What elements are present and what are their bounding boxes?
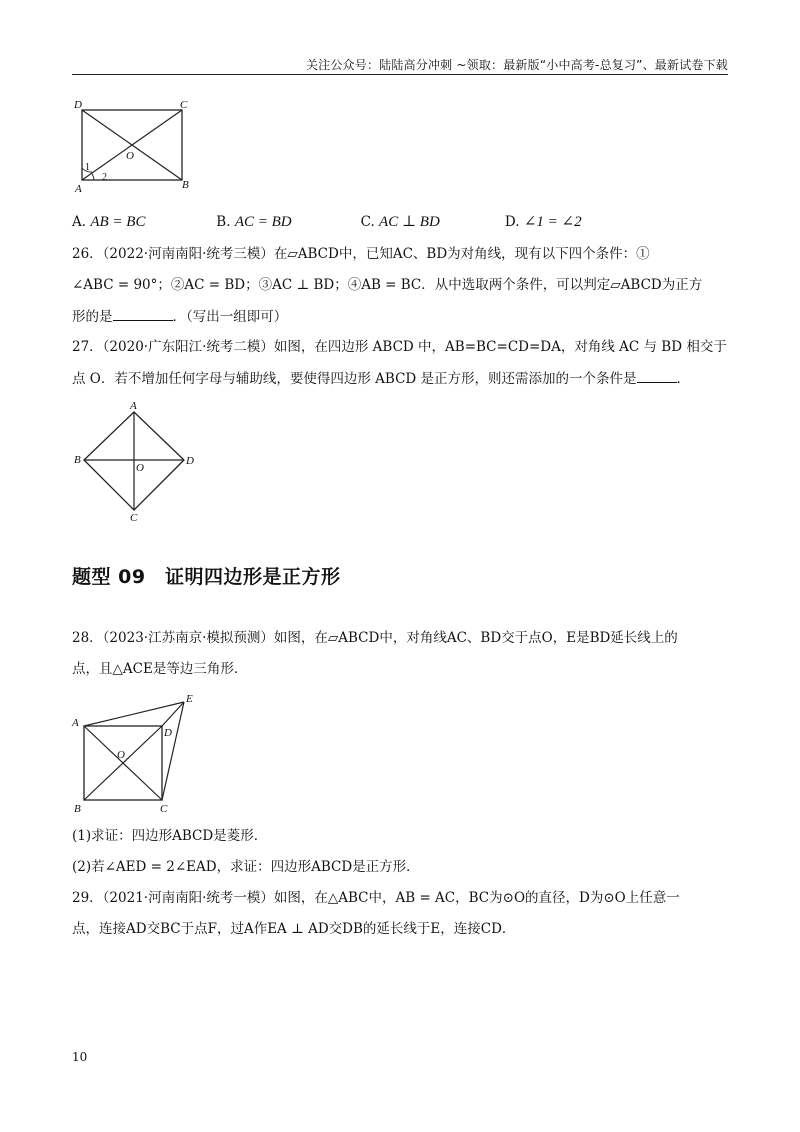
label-C: C xyxy=(160,803,168,815)
q25-options xyxy=(72,212,582,232)
label-A: A xyxy=(72,717,79,729)
q27-line2 xyxy=(72,368,690,389)
q27-line2-start: 点 O．若不增加任何字母与辅助线，要使得四边形 ABCD 是正方形，则还需添加的一个条件是 xyxy=(72,371,637,387)
figure-rectangle xyxy=(72,100,202,195)
header-text: 关注公众号：陆陆高分冲刺 ~领取：最新版“小中高考-总复习”、最新试卷下载 xyxy=(305,58,728,72)
option-a-text: AB = BC xyxy=(90,214,146,230)
q29-line2: 点，连接AD交BC于点F，过A作EA ⊥ AD交DB的延长线于E，连接CD． xyxy=(72,921,516,937)
option-d-text: ∠1 = ∠2 xyxy=(523,214,582,230)
label-A: A xyxy=(75,183,82,195)
option-c xyxy=(361,212,501,232)
q26-line2: ∠ABC = 90°；②AC = BD；③AC ⊥ BD；④AB = BC．从中选取两个条件，可以判定▱ABCD为正方 xyxy=(72,277,703,293)
q28-line1: 28．（2023·江苏南京·模拟预测）如图，在▱ABCD中，对角线AC、BD交于点O，E是BD延长线上的 xyxy=(72,630,678,646)
label-B: B xyxy=(74,803,81,815)
label-O: O xyxy=(136,462,144,474)
label-D: D xyxy=(164,727,172,739)
label-C: C xyxy=(130,512,138,524)
option-b-text: AC = BD xyxy=(234,214,292,230)
label-O: O xyxy=(117,749,125,761)
q28-sub2: (2)若∠AED = 2∠EAD，求证：四边形ABCD是正方形． xyxy=(72,859,420,875)
q26-line3-end: ．（写出一组即可） xyxy=(172,309,288,325)
page-number: 10 xyxy=(72,1050,88,1064)
q27-line1: 27．（2020·广东阳江·统考二模）如图，在四边形 ABCD 中，AB=BC=CD=DA，对角线 AC 与 BD 相交于 xyxy=(72,339,727,355)
q27-answer-blank[interactable] xyxy=(637,368,677,383)
figure-square-triangle xyxy=(72,690,212,820)
option-c-text: AC ⊥ BD xyxy=(379,214,440,230)
option-a xyxy=(72,212,212,232)
q28-line2: 点，且△ACE是等边三角形． xyxy=(72,661,248,677)
q29-line1: 29．（2021·河南南阳·统考一模）如图，在△ABC中，AB = AC，BC为⊙O的直径，D为⊙O上任意一 xyxy=(72,890,680,906)
label-angle-2: 2 xyxy=(102,172,107,183)
q26-line3-start: 形的是 xyxy=(72,309,113,325)
q28-sub1: (1)求证：四边形ABCD是菱形． xyxy=(72,828,268,844)
label-A: A xyxy=(130,400,137,412)
page-header xyxy=(72,52,728,75)
q26-answer-blank[interactable] xyxy=(113,306,173,321)
label-O: O xyxy=(126,150,134,162)
option-d-label: D. xyxy=(504,214,520,230)
option-b-label: B. xyxy=(216,214,231,230)
figure-rhombus xyxy=(72,400,212,525)
label-B: B xyxy=(74,454,81,466)
q27-line2-end: ． xyxy=(676,371,691,387)
label-C: C xyxy=(180,99,188,111)
option-b xyxy=(216,212,356,232)
option-c-label: C. xyxy=(360,214,375,230)
section-title: 题型 09 证明四边形是正方形 xyxy=(72,566,341,588)
option-a-label: A. xyxy=(72,214,87,230)
label-angle-1: 1 xyxy=(85,162,90,173)
label-D: D xyxy=(186,455,194,467)
q26-line3 xyxy=(72,306,287,327)
label-D: D xyxy=(74,99,82,111)
label-B: B xyxy=(182,179,189,191)
option-d xyxy=(505,212,582,232)
label-E: E xyxy=(186,693,193,705)
q26-line1: 26．（2022·河南南阳·统考三模）在▱ABCD中，已知AC、BD为对角线，现有以下四个条件：① xyxy=(72,246,650,262)
